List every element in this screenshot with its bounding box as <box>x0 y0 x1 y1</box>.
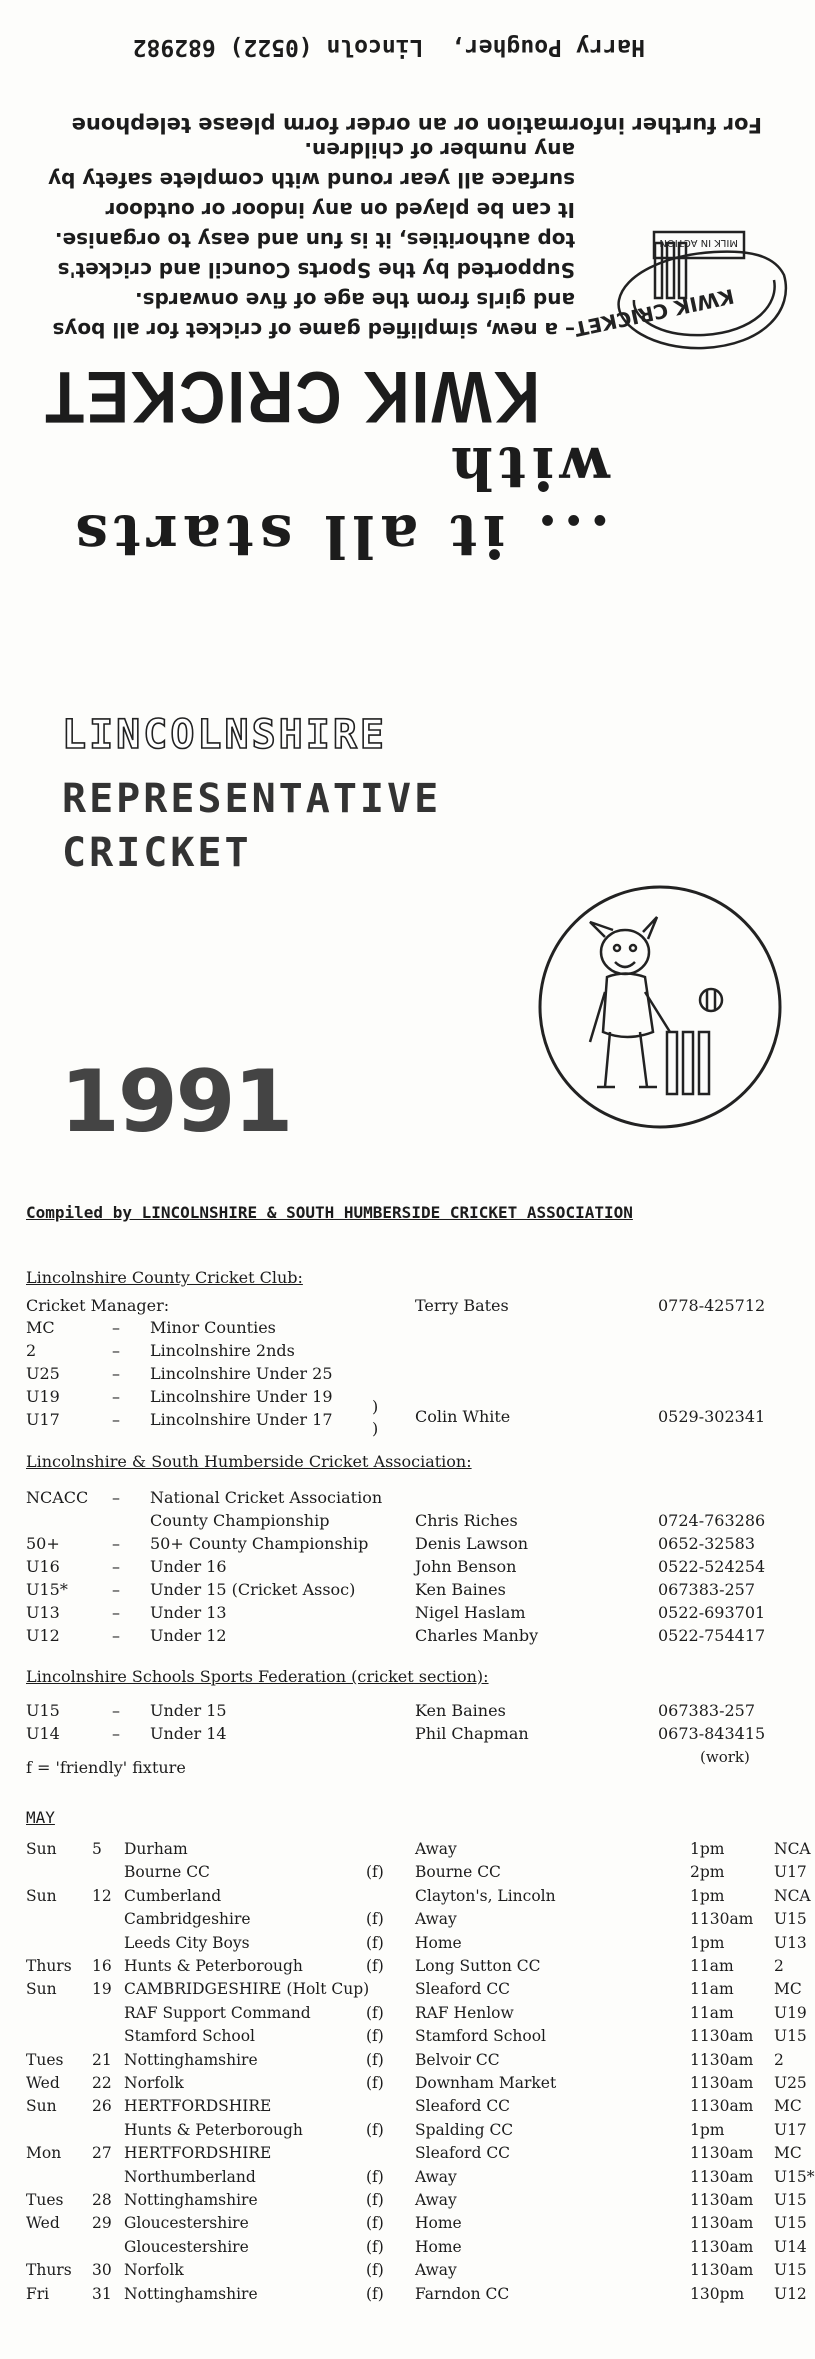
dash: – <box>112 1701 120 1720</box>
fixture-time: 1130am <box>690 2261 754 2280</box>
fixture-day: Sun <box>26 1886 57 1905</box>
fixture-row <box>0 1840 810 1863</box>
fixture-date: 27 <box>92 2144 112 2163</box>
fixture-opponent: Leeds City Boys <box>124 1933 250 1952</box>
team-row <box>0 1580 810 1602</box>
dash: – <box>112 1557 120 1576</box>
team-description: County Championship <box>150 1511 330 1530</box>
fixture-team: U12 <box>774 2284 807 2303</box>
association-heading: Lincolnshire & South Humberside Cricket Association: <box>26 1452 472 1471</box>
team-code: U17 <box>26 1410 60 1429</box>
team-description: Under 14 <box>150 1724 227 1743</box>
fixture-row <box>0 2191 810 2214</box>
fixture-date: 16 <box>92 1957 112 1975</box>
contact-phone: 0522-693701 <box>658 1603 766 1622</box>
team-row <box>0 1534 810 1556</box>
fixture-time: 1130am <box>690 2097 754 2116</box>
fixture-team: U15 <box>774 1910 807 1929</box>
fixture-team: MC <box>774 2144 802 2163</box>
team-row <box>0 1557 810 1579</box>
team-row <box>0 1387 810 1409</box>
fixture-time: 11am <box>690 1957 734 1975</box>
fixture-friendly-flag: (f) <box>366 2027 384 2046</box>
fixture-row <box>0 1980 810 2003</box>
team-row <box>0 1488 810 1510</box>
fixture-day: Wed <box>26 2214 60 2233</box>
team-description: Lincolnshire Under 25 <box>150 1364 333 1383</box>
team-description: National Cricket Association <box>150 1488 383 1507</box>
fixture-opponent: Nottinghamshire <box>124 2191 258 2209</box>
team-description: Lincolnshire Under 19 <box>150 1387 333 1406</box>
fixture-venue: Clayton's, Lincoln <box>415 1886 556 1905</box>
fixture-venue: Sleaford CC <box>415 1980 511 1999</box>
fixture-team: NCA <box>774 1840 811 1858</box>
fixture-venue: Home <box>415 2214 462 2233</box>
fixture-friendly-flag: (f) <box>366 2191 384 2209</box>
fixture-venue: Home <box>415 1933 462 1952</box>
team-code: NCACC <box>26 1488 89 1507</box>
brace-u17: ) <box>372 1419 379 1438</box>
team-row <box>0 1603 810 1625</box>
fixture-venue: RAF Henlow <box>415 2003 514 2022</box>
fixture-day: Tues <box>26 2050 64 2069</box>
fixture-date: 22 <box>92 2074 112 2092</box>
fixture-venue: Stamford School <box>415 2027 547 2046</box>
youth-contact-row <box>0 1407 810 1429</box>
fixture-venue: Farndon CC <box>415 2284 510 2303</box>
fixture-opponent: Hunts & Peterborough <box>124 1957 303 1975</box>
friendly-note: f = 'friendly' fixture <box>26 1758 186 1777</box>
fixture-friendly-flag: (f) <box>366 2120 384 2139</box>
fixture-opponent: Northumberland <box>124 2167 256 2186</box>
manager-label: Cricket Manager: <box>26 1296 170 1315</box>
logo-badge: MILK IN ACTION <box>659 237 738 248</box>
contact-phone: 0522-754417 <box>658 1626 766 1645</box>
dash: – <box>112 1724 120 1743</box>
team-code: U19 <box>26 1387 60 1406</box>
schools-heading: Lincolnshire Schools Sports Federation (cricket section): <box>26 1667 489 1686</box>
fixture-row <box>0 2238 810 2261</box>
fixture-team: U15 <box>774 2261 807 2280</box>
fixture-team: U13 <box>774 1933 807 1952</box>
team-description: 50+ County Championship <box>150 1534 369 1553</box>
contact-phone: 0522-524254 <box>658 1557 766 1576</box>
fixture-opponent: Gloucestershire <box>124 2214 249 2233</box>
fixture-opponent: HERTFORDSHIRE <box>124 2097 272 2116</box>
fixture-row <box>0 2121 810 2144</box>
fixture-friendly-flag: (f) <box>366 1910 384 1929</box>
fixture-team: MC <box>774 2097 802 2116</box>
fixture-opponent: Durham <box>124 1840 188 1858</box>
team-code: U14 <box>26 1724 60 1743</box>
dash: – <box>112 1534 120 1553</box>
fixture-venue: Sleaford CC <box>415 2097 511 2116</box>
team-description: Under 16 <box>150 1557 227 1576</box>
fixture-day: Thurs <box>26 2261 72 2280</box>
fixture-venue: Belvoir CC <box>415 2050 500 2069</box>
fixture-friendly-flag: (f) <box>366 2074 384 2092</box>
fixture-friendly-flag: (f) <box>366 2050 384 2069</box>
fixture-day: Thurs <box>26 1957 72 1975</box>
fixture-day: Fri <box>26 2284 50 2303</box>
fixture-date: 26 <box>92 2097 112 2116</box>
fixture-day: Wed <box>26 2074 60 2092</box>
team-description: Minor Counties <box>150 1318 276 1337</box>
team-row <box>0 1724 810 1746</box>
fixture-friendly-flag: (f) <box>366 2261 384 2280</box>
youth-contact-name: Colin White <box>415 1407 511 1426</box>
fixture-time: 1pm <box>690 1886 725 1905</box>
cover-title-line3: CRICKET <box>62 830 252 876</box>
fixture-venue: Spalding CC <box>415 2120 514 2139</box>
fixture-time: 1130am <box>690 1910 754 1929</box>
fixture-friendly-flag: (f) <box>366 1933 384 1952</box>
team-row <box>0 1364 810 1386</box>
fixture-time: 11am <box>690 1980 734 1999</box>
fixture-row <box>0 2261 810 2284</box>
team-code: U13 <box>26 1603 60 1622</box>
promo-contact <box>42 110 762 140</box>
fixture-opponent: Cambridgeshire <box>124 1910 251 1929</box>
fixture-date: 30 <box>92 2261 112 2280</box>
fixture-opponent: Gloucestershire <box>124 2237 249 2256</box>
fixture-team: U15 <box>774 2214 807 2233</box>
fixture-row <box>0 2097 810 2120</box>
fixture-time: 1130am <box>690 2074 754 2092</box>
fixture-date: 29 <box>92 2214 112 2233</box>
fixture-day: Sun <box>26 2097 57 2116</box>
brace-u19: ) <box>372 1397 379 1416</box>
fixture-day: Mon <box>26 2144 62 2163</box>
fixture-opponent: Norfolk <box>124 2261 184 2280</box>
contact-name: Ken Baines <box>415 1701 506 1720</box>
fixture-venue: Away <box>415 2167 457 2186</box>
fixture-team: NCA <box>774 1886 811 1905</box>
fixture-team: U15 <box>774 2027 807 2046</box>
contact-name: Phil Chapman <box>415 1724 529 1743</box>
team-row <box>0 1626 810 1648</box>
contact-name: Charles Manby <box>415 1626 539 1645</box>
dash: – <box>112 1626 120 1645</box>
fixture-venue: Sleaford CC <box>415 2144 511 2163</box>
fixture-team: U15 <box>774 2191 807 2209</box>
team-row <box>0 1341 810 1363</box>
fixture-friendly-flag: (f) <box>366 1957 384 1975</box>
fixture-row <box>0 1934 810 1957</box>
fixture-row <box>0 2051 810 2074</box>
team-code: 2 <box>26 1341 37 1360</box>
fixture-row <box>0 2144 810 2167</box>
fixture-date: 19 <box>92 1980 112 1999</box>
contact-phone: 0652-32583 <box>658 1534 756 1553</box>
fixture-day: Sun <box>26 1840 57 1858</box>
team-row <box>0 1511 810 1533</box>
team-row <box>0 1318 810 1340</box>
month-heading: MAY <box>26 1808 55 1827</box>
fixture-time: 130pm <box>690 2284 745 2303</box>
dash: – <box>112 1318 120 1337</box>
fixture-opponent: Hunts & Peterborough <box>124 2120 303 2139</box>
fixture-team: 2 <box>774 2050 784 2069</box>
fixture-venue: Away <box>415 2261 457 2280</box>
fixture-opponent: Norfolk <box>124 2074 184 2092</box>
team-code: U15 <box>26 1701 60 1720</box>
team-description: Under 15 (Cricket Assoc) <box>150 1580 356 1599</box>
work-note: (work) <box>700 1748 750 1766</box>
team-code: U25 <box>26 1364 60 1383</box>
contact-line: For further information or an order form please telephone <box>71 113 762 137</box>
fixture-time: 1130am <box>690 2167 754 2186</box>
fixture-team: U15* <box>774 2167 815 2186</box>
dash: – <box>112 1603 120 1622</box>
contact-phone: 0724-763286 <box>658 1511 766 1530</box>
dash: – <box>112 1488 120 1507</box>
fixture-row <box>0 2027 810 2050</box>
fixture-opponent: Stamford School <box>124 2027 256 2046</box>
fixture-friendly-flag: (f) <box>366 2237 384 2256</box>
contact-name: Chris Riches <box>415 1511 518 1530</box>
fixture-venue: Downham Market <box>415 2074 557 2092</box>
fixture-time: 1pm <box>690 1933 725 1952</box>
fixture-row <box>0 2214 810 2237</box>
contact-person: Harry Pougher, Lincoln (0522) 682982 <box>132 34 645 60</box>
fixture-friendly-flag: (f) <box>366 1863 384 1882</box>
manager-name: Terry Bates <box>415 1296 509 1315</box>
fixture-time: 11am <box>690 2003 734 2022</box>
promo-headline: ... it all starts with <box>69 434 610 570</box>
fixture-opponent: HERTFORDSHIRE <box>124 2144 272 2163</box>
fixture-day: Tues <box>26 2191 64 2209</box>
manager-phone: 0778-425712 <box>658 1296 766 1315</box>
fixture-venue: Long Sutton CC <box>415 1957 541 1975</box>
contact-name: Ken Baines <box>415 1580 506 1599</box>
team-description: Lincolnshire Under 17 <box>150 1410 333 1429</box>
team-code: 50+ <box>26 1534 60 1553</box>
promo-title: KWIK CRICKET <box>43 356 540 439</box>
fixture-row <box>0 2167 815 2191</box>
fixture-row <box>0 2074 810 2097</box>
fixture-friendly-flag: (f) <box>366 2284 384 2303</box>
contact-phone: 067383-257 <box>658 1580 756 1599</box>
fixture-friendly-flag: (f) <box>366 2167 384 2186</box>
fixture-opponent: Nottinghamshire <box>124 2284 258 2303</box>
fixture-friendly-flag: (f) <box>366 2003 384 2022</box>
kwik-cricket-logo <box>572 220 804 370</box>
fixture-row <box>0 1863 810 1886</box>
fixture-time: 1130am <box>690 2027 754 2046</box>
fixture-date: 12 <box>92 1886 112 1905</box>
dash: – <box>112 1341 120 1360</box>
fixture-team: 2 <box>774 1957 784 1975</box>
fixture-row <box>0 1910 810 1933</box>
fixture-team: U14 <box>774 2237 807 2256</box>
compiled-by: Compiled by LINCOLNSHIRE & SOUTH HUMBERSIDE CRICKET ASSOCIATION <box>26 1203 633 1222</box>
fixture-time: 1130am <box>690 2237 754 2256</box>
fixture-row <box>0 1887 810 1910</box>
fixture-opponent: RAF Support Command <box>124 2003 311 2022</box>
fixture-time: 1130am <box>690 2050 754 2069</box>
team-description: Under 13 <box>150 1603 227 1622</box>
dash: – <box>112 1364 120 1383</box>
contact-name: John Benson <box>415 1557 517 1576</box>
team-description: Under 15 <box>150 1701 227 1720</box>
fixture-venue: Away <box>415 1840 457 1858</box>
contact-name: Nigel Haslam <box>415 1603 526 1622</box>
fixture-time: 1pm <box>690 1840 725 1858</box>
fixture-opponent: Nottinghamshire <box>124 2050 258 2069</box>
kwik-cricket-promo <box>0 0 810 660</box>
team-description: Under 12 <box>150 1626 227 1645</box>
team-code: MC <box>26 1318 55 1337</box>
fixture-opponent: Cumberland <box>124 1886 222 1905</box>
fixture-team: U25 <box>774 2074 807 2092</box>
fixture-row <box>0 2004 810 2027</box>
fixture-team: U19 <box>774 2003 807 2022</box>
fixture-time: 1130am <box>690 2191 754 2209</box>
fixture-venue: Away <box>415 2191 457 2209</box>
fixture-time: 1130am <box>690 2144 754 2163</box>
county-club-heading: Lincolnshire County Cricket Club: <box>26 1268 303 1287</box>
fixture-row <box>0 1957 810 1980</box>
dash: – <box>112 1580 120 1599</box>
team-code: U12 <box>26 1626 60 1645</box>
fixture-time: 2pm <box>690 1863 725 1882</box>
team-code: U16 <box>26 1557 60 1576</box>
fixture-venue: Bourne CC <box>415 1863 501 1882</box>
fixture-date: 21 <box>92 2050 112 2069</box>
fixture-team: MC <box>774 1980 802 1999</box>
manager-row <box>0 1296 810 1318</box>
dash: – <box>112 1410 120 1429</box>
youth-contact-phone: 0529-302341 <box>658 1407 766 1426</box>
fixture-friendly-flag: (f) <box>366 2214 384 2233</box>
dash: – <box>112 1387 120 1406</box>
promo-description: – a new, simplified game of cricket for all boys and girls from the age of five onwards. Supported by the Sports Council and cricket's top authorities, it is fun and easy to organise. It can be played on any indoor or outdoor surface all year round with complete safety by any number of children. <box>48 138 575 342</box>
fixture-date: 28 <box>92 2191 112 2209</box>
fixture-time: 1130am <box>690 2214 754 2233</box>
contact-name: Denis Lawson <box>415 1534 529 1553</box>
fixture-opponent: CAMBRIDGESHIRE (Holt Cup) <box>124 1980 370 1999</box>
fixture-venue: Away <box>415 1910 457 1929</box>
contact-phone: 0673-843415 <box>658 1724 766 1743</box>
team-description: Lincolnshire 2nds <box>150 1341 295 1360</box>
fixture-team: U17 <box>774 1863 807 1882</box>
imp-cricketer-logo <box>535 882 785 1132</box>
team-row <box>0 1701 810 1723</box>
cover-year: 1991 <box>60 1052 292 1152</box>
contact-phone: 067383-257 <box>658 1701 756 1720</box>
logo-text: KWIK CRICKET <box>572 283 737 342</box>
fixture-date: 5 <box>92 1840 102 1858</box>
fixture-opponent: Bourne CC <box>124 1863 210 1882</box>
fixture-date: 31 <box>92 2284 112 2303</box>
fixture-venue: Home <box>415 2237 462 2256</box>
team-code: U15* <box>26 1580 68 1599</box>
fixture-time: 1pm <box>690 2120 725 2139</box>
fixture-day: Sun <box>26 1980 57 1999</box>
cover-title-line2: REPRESENTATIVE <box>62 776 442 822</box>
fixture-team: U17 <box>774 2120 807 2139</box>
fixture-row <box>0 2285 810 2308</box>
cover-title-line1: LINCOLNSHIRE <box>62 712 387 758</box>
